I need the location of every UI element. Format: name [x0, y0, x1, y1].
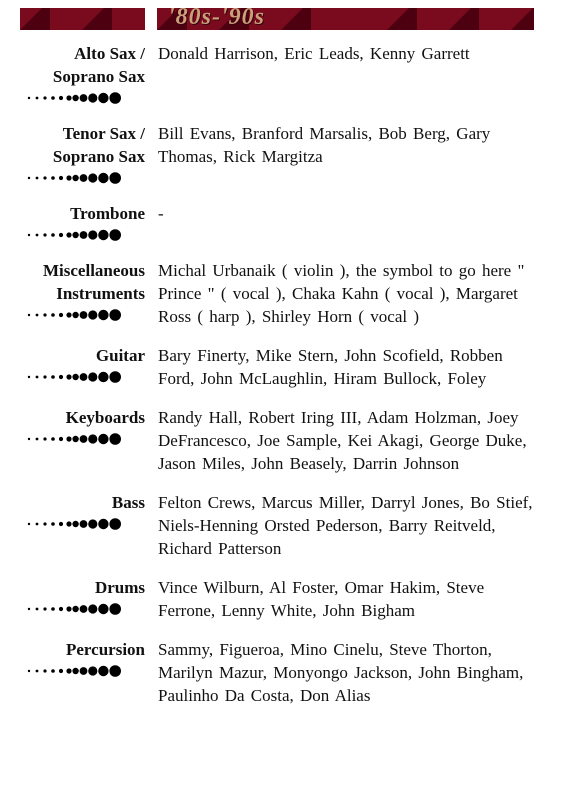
instrument-row: [20, 202, 550, 243]
section-header: [20, 4, 534, 30]
instrument-label-line: Guitar: [95, 346, 145, 365]
instrument-label: [20, 344, 145, 385]
dot-divider-icon: [20, 307, 145, 323]
musician-names: Donald Harrison, Eric Leads, Kenny Garrett: [158, 44, 470, 63]
instrument-row: [20, 259, 550, 328]
dot-divider-icon: [20, 369, 145, 385]
instrument-label: [20, 576, 145, 617]
dot-divider-icon: [20, 431, 145, 447]
header-banner-left: [20, 8, 145, 30]
instrument-label-line: Trombone: [70, 204, 145, 223]
instrument-label: [20, 202, 145, 243]
instrument-label-line: Alto Sax /: [74, 44, 145, 63]
dot-divider-icon: [20, 516, 145, 532]
era-title: '80s-'90s: [168, 4, 266, 30]
instrument-label-line: Instruments: [56, 284, 145, 303]
instrument-row: [20, 491, 550, 560]
musician-names: Bary Finerty, Mike Stern, John Scofield, Robben Ford, John McLaughlin, Hiram Bullock, Foley: [158, 346, 503, 388]
instrument-label-line: Keyboards: [65, 408, 145, 427]
dot-divider-icon: [20, 601, 145, 617]
instrument-label-line: Tenor Sax /: [62, 124, 145, 143]
instrument-label-line: Percursion: [65, 640, 145, 659]
instrument-row: [20, 638, 550, 707]
instrument-row: [20, 576, 550, 622]
instrument-label-line: Miscellaneous: [43, 261, 145, 280]
instrument-label-line: Soprano Sax: [52, 147, 145, 166]
musician-list: [20, 42, 550, 723]
instrument-row: [20, 406, 550, 475]
instrument-row: [20, 344, 550, 390]
instrument-label: [20, 122, 145, 186]
musician-names: -: [158, 204, 164, 223]
musician-names: Vince Wilburn, Al Foster, Omar Hakim, Steve Ferrone, Lenny White, John Bigham: [158, 578, 485, 620]
instrument-label-line: Drums: [94, 578, 145, 597]
instrument-label: [20, 42, 145, 106]
musician-names: Sammy, Figueroa, Mino Cinelu, Steve Thorton, Marilyn Mazur, Monyongo Jackson, John Bingham, Paulinho Da Costa, Don Alias: [158, 640, 524, 705]
instrument-label: [20, 259, 145, 323]
instrument-label-line: Bass: [111, 493, 145, 512]
musician-names: Michal Urbanaik ( violin ), the symbol to go here " Prince " ( vocal ), Chaka Kahn ( vocal ), Margaret Ross ( harp ), Shirley Horn ( vocal ): [158, 261, 525, 326]
instrument-row: [20, 42, 550, 106]
instrument-row: [20, 122, 550, 186]
instrument-label-line: Soprano Sax: [52, 67, 145, 86]
musician-names: Bill Evans, Branford Marsalis, Bob Berg, Gary Thomas, Rick Margitza: [158, 124, 491, 166]
instrument-label: [20, 406, 145, 447]
instrument-label: [20, 638, 145, 679]
musician-names: Randy Hall, Robert Iring III, Adam Holzman, Joey DeFrancesco, Joe Sample, Kei Akagi, George Duke, Jason Miles, John Beasely, Darrin Johnson: [158, 408, 527, 473]
musician-names: Felton Crews, Marcus Miller, Darryl Jones, Bo Stief, Niels-Henning Orsted Pederson, Barry Reitveld, Richard Patterson: [158, 493, 533, 558]
dot-divider-icon: [20, 170, 145, 186]
dot-divider-icon: [20, 90, 145, 106]
dot-divider-icon: [20, 663, 145, 679]
dot-divider-icon: [20, 227, 145, 243]
instrument-label: [20, 491, 145, 532]
